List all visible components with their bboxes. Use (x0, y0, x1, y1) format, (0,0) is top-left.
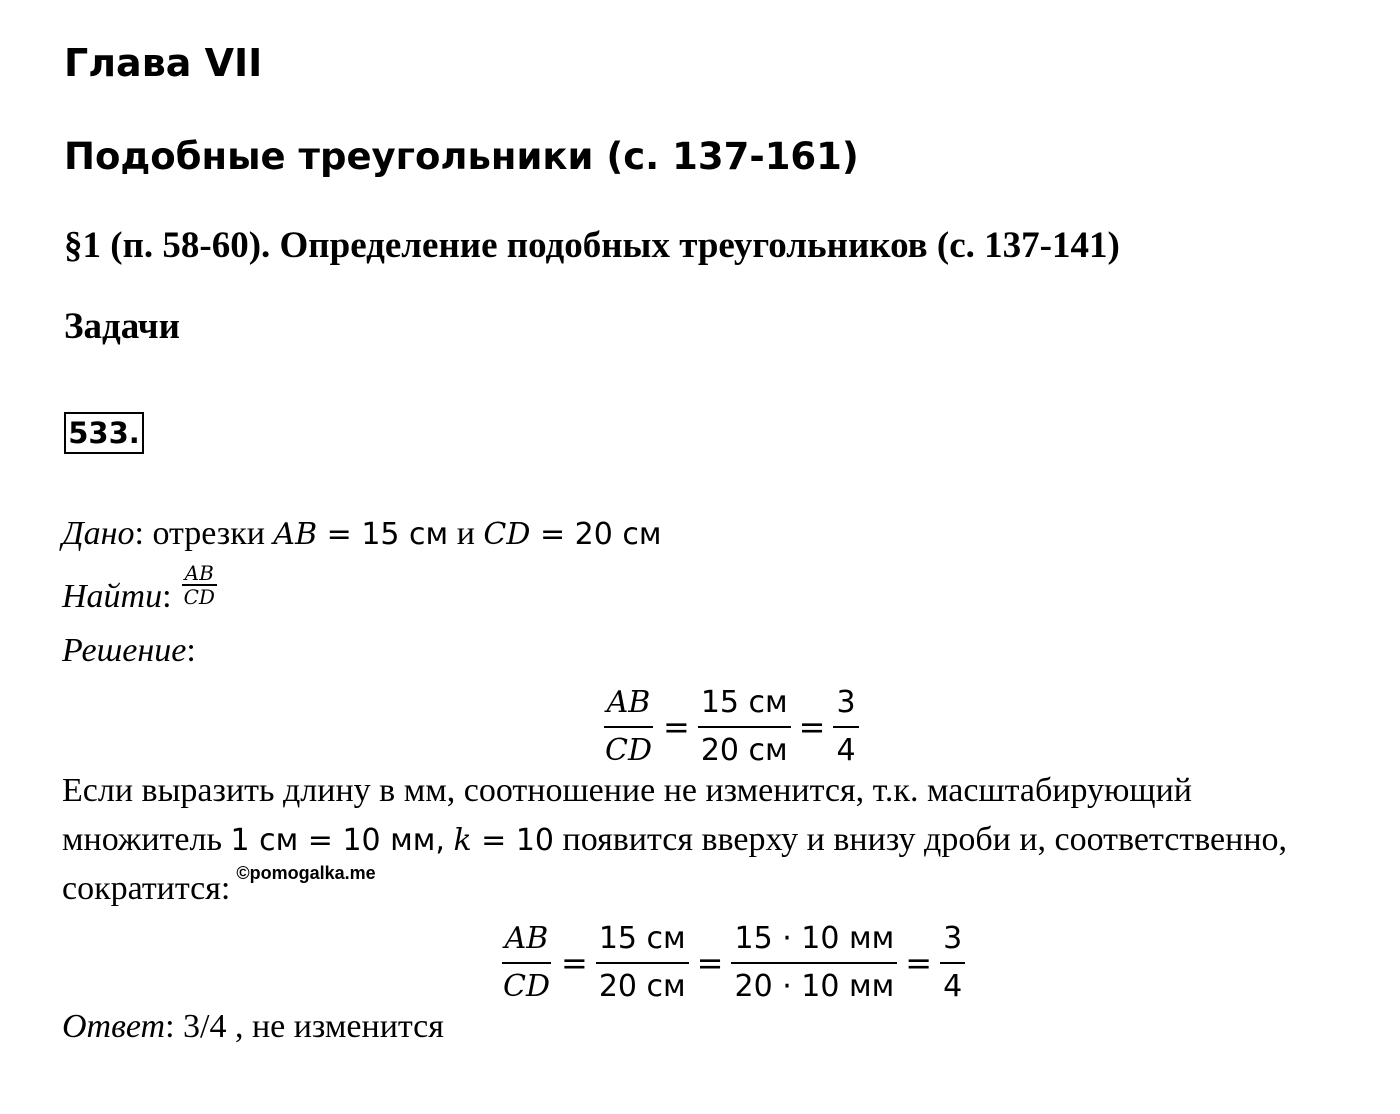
eq2-f4-num: 3 (940, 916, 965, 964)
answer-label: Ответ (62, 1008, 166, 1045)
solution-line (62, 634, 196, 668)
explanation-line2-a: множитель (62, 821, 231, 858)
explanation-line2-m1: 1 см = 10 мм, (230, 823, 445, 858)
given-eq2: = 20 см (530, 517, 662, 552)
eq2-f1-den: CD (503, 969, 551, 1004)
eq2-f3-num: 15 · 10 мм (731, 916, 897, 964)
equation-1 (602, 680, 859, 774)
eq2-equals-2: = (696, 944, 724, 982)
eq1-f2-num: 15 см (698, 680, 791, 728)
given-label: Дано (62, 515, 135, 552)
explanation-line-3 (62, 863, 376, 907)
eq1-fraction-1 (602, 680, 655, 774)
eq2-equals-3: = (905, 944, 933, 982)
eq1-f3-den: 4 (836, 733, 856, 768)
answer-line (62, 1010, 444, 1044)
section-heading: §1 (п. 58-60). Определение подобных треугольников (с. 137-141) (64, 225, 1120, 266)
watermark: ©pomogalka.me (236, 863, 376, 883)
explanation-line-1: Если выразить длину в мм, соотношение не изменится, т.к. масштабирующий (62, 772, 1192, 809)
answer-text: : 3/4 , не изменится (165, 1008, 444, 1045)
eq2-fraction-3 (731, 916, 897, 1010)
eq1-equals-2: = (798, 708, 826, 746)
eq2-fraction-1 (500, 916, 553, 1010)
explanation-line2-k: k (453, 823, 472, 858)
given-and: и (448, 515, 484, 552)
find-fraction (182, 562, 217, 608)
eq1-fraction-3 (833, 680, 858, 774)
chapter-heading: Глава VII (64, 41, 263, 85)
eq2-f2-den: 20 см (598, 969, 686, 1004)
find-colon: : (162, 577, 172, 615)
eq2-f4-den: 4 (943, 969, 963, 1004)
eq2-f3-den: 20 · 10 мм (734, 969, 895, 1004)
explanation-line3-text: сократится: (62, 870, 231, 907)
eq2-equals-1: = (561, 944, 588, 982)
explanation-line2-m2: = 10 (471, 823, 555, 858)
given-text: : отрезки (134, 515, 274, 552)
given-seg2: CD (483, 517, 531, 552)
explanation-line-2 (62, 823, 1287, 857)
given-line (62, 517, 661, 551)
eq2-f2-num: 15 см (596, 916, 689, 964)
eq1-fraction-2 (698, 680, 791, 774)
task-number-box: 533. (64, 412, 144, 454)
eq1-equals-1: = (663, 708, 690, 746)
find-label: Найти (62, 577, 163, 615)
find-line (62, 561, 217, 622)
eq1-f1-num: AB (604, 680, 654, 728)
find-fraction-den: CD (183, 585, 215, 609)
chapter-title: Подобные треугольники (с. 137-161) (64, 135, 859, 178)
solution-label: Решение (62, 632, 187, 669)
eq2-f1-num: AB (502, 916, 552, 964)
eq1-f2-den: 20 см (700, 733, 788, 768)
given-eq1: = 15 см (317, 517, 449, 552)
eq2-fraction-2 (596, 916, 689, 1010)
eq2-fraction-4 (940, 916, 965, 1010)
eq1-f3-num: 3 (833, 680, 858, 728)
given-seg1: AB (273, 517, 318, 552)
find-fraction-num: AB (182, 562, 217, 586)
equation-2 (500, 916, 965, 1010)
eq1-f1-den: CD (605, 733, 653, 768)
solution-colon: : (186, 632, 196, 669)
tasks-heading: Задачи (64, 306, 180, 347)
explanation-line2-b: появится вверху и внизу дроби и, соответственно, (554, 821, 1288, 858)
